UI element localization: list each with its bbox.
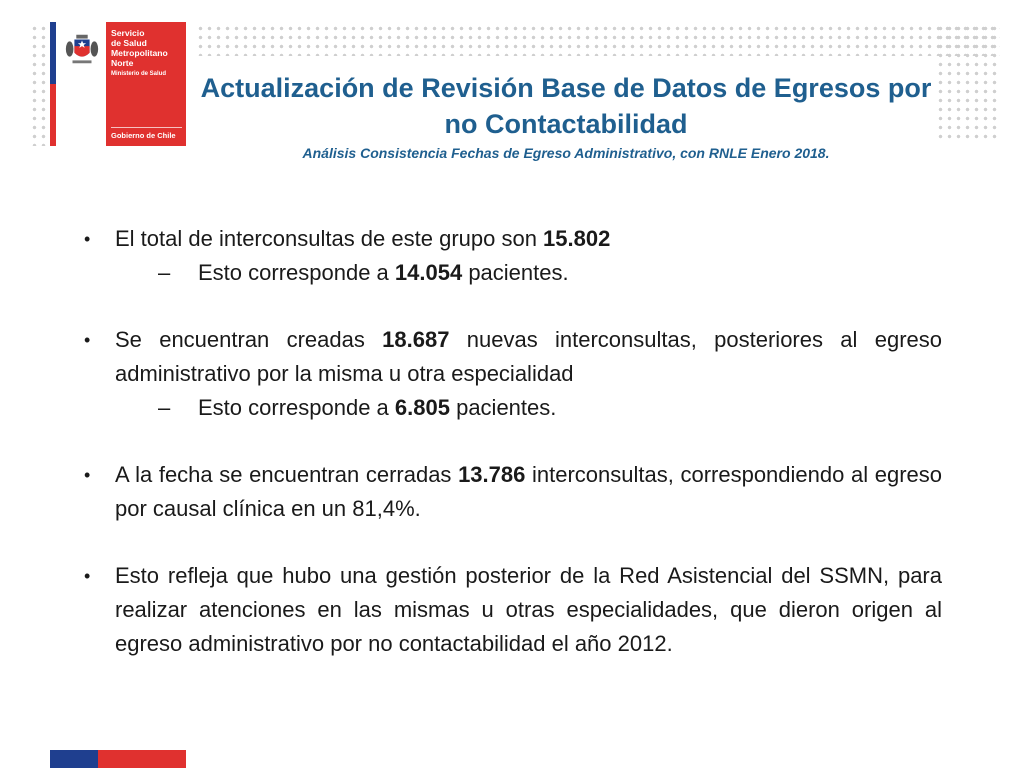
sub-bullet-text-end: pacientes. (449, 395, 557, 420)
dash-marker: – (158, 260, 171, 285)
bullet-item (84, 559, 942, 661)
bullet-text: Esto refleja que hubo una gestión posterior de la Red Asistencial del SSMN, para realizar atenciones en las mismas u otras especialidades, que dieron origen al egreso administrativo por no contactabilidad el año 2012. (115, 563, 942, 656)
bullet-text: A la fecha se encuentran cerradas (115, 462, 459, 487)
sub-bullet-value: 14.054 (394, 260, 463, 285)
sub-bullet-text: Esto corresponde a (198, 260, 395, 285)
bullet-text-end: interconsultas, correspondiendo al egreso por causal clínica en un 81,4%. (115, 462, 942, 521)
logo-text-panel (106, 22, 186, 146)
sub-bullet-item (84, 391, 942, 425)
bullet-list (84, 222, 942, 661)
dotted-decoration-left (30, 24, 50, 146)
bullet-text: El total de interconsultas de este grupo son (115, 226, 544, 251)
logo-org-name: Servicio de Salud Metropolitano Norte (111, 28, 168, 68)
bullet-item (84, 323, 942, 391)
bullet-dot: • (84, 330, 91, 350)
logo-government: Gobierno de Chile (111, 131, 176, 140)
bottom-flag-stripe (50, 750, 186, 768)
bullet-dot: • (84, 566, 91, 586)
sub-bullet-item (84, 256, 942, 290)
bullet-value: 15.802 (543, 226, 611, 251)
bullet-value: 13.786 (458, 462, 526, 487)
bullet-text-end: nuevas interconsultas, posteriores al egreso administrativo por la misma u otra especialidad (115, 327, 942, 386)
chile-coat-of-arms-icon (63, 30, 101, 68)
bullet-value: 18.687 (382, 327, 450, 352)
bullet-text: Se encuentran creadas (115, 327, 383, 352)
bullet-item (84, 222, 942, 256)
dotted-decoration-right (936, 24, 1000, 142)
page-title: Actualización de Revisión Base de Datos de Egresos por no Contactabilidad (200, 73, 932, 139)
logo-crest-panel (56, 22, 106, 146)
sub-bullet-value: 6.805 (394, 395, 450, 420)
dotted-decoration-top (196, 24, 1000, 56)
sub-bullet-text: Esto corresponde a (198, 395, 395, 420)
page-subtitle: Análisis Consistencia Fechas de Egreso Administrativo, con RNLE Enero 2018. (302, 145, 830, 161)
logo-ministry: Ministerio de Salud (111, 71, 167, 77)
dash-marker: – (158, 395, 171, 420)
sub-bullet-text-end: pacientes. (462, 260, 569, 285)
bullet-dot: • (84, 229, 91, 249)
bullet-item (84, 458, 942, 526)
header (196, 70, 936, 161)
ssmn-logo (50, 22, 186, 146)
bullet-dot: • (84, 465, 91, 485)
